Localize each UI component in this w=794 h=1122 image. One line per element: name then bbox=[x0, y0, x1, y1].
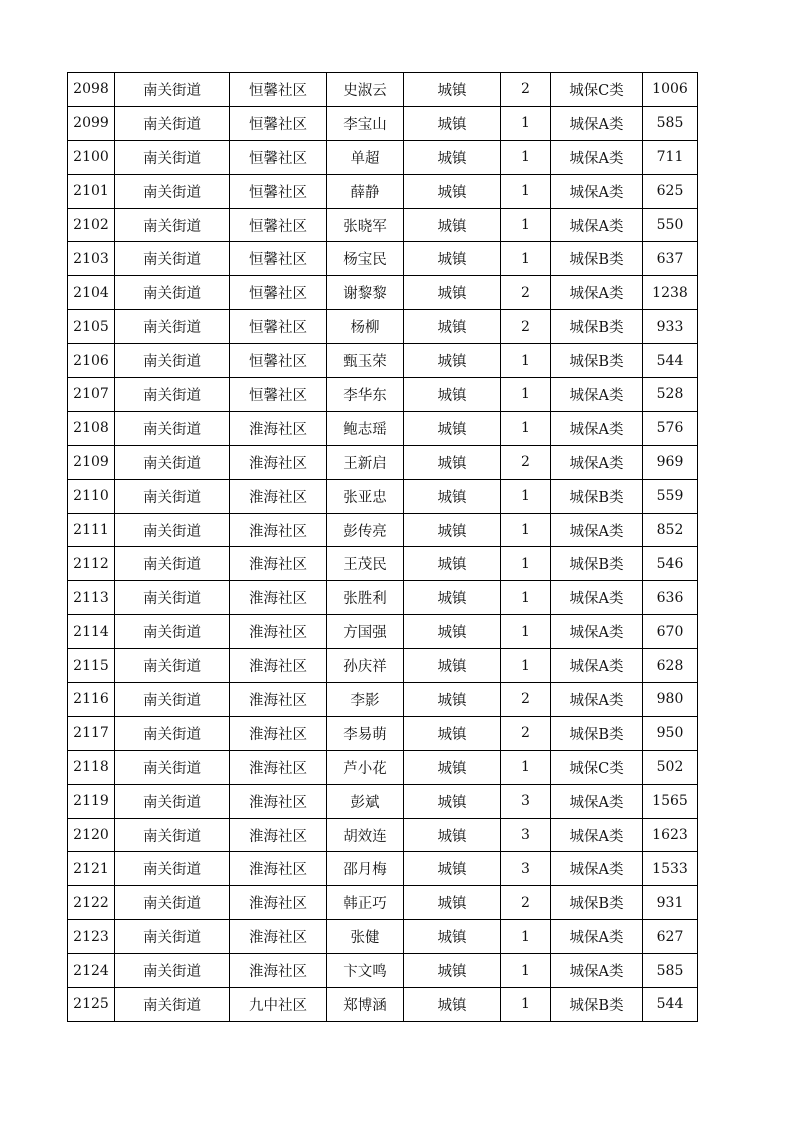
household-count-cell: 1 bbox=[501, 513, 551, 547]
household-count-cell: 1 bbox=[501, 174, 551, 208]
amount-cell: 1238 bbox=[643, 276, 698, 310]
area-type-cell: 城镇 bbox=[404, 683, 501, 717]
household-count-cell: 1 bbox=[501, 106, 551, 140]
street-cell: 南关街道 bbox=[115, 106, 230, 140]
category-cell: 城保A类 bbox=[551, 445, 643, 479]
row-number-cell: 2115 bbox=[68, 649, 115, 683]
area-type-cell: 城镇 bbox=[404, 106, 501, 140]
table-row bbox=[68, 208, 698, 242]
row-number-cell: 2116 bbox=[68, 683, 115, 717]
community-cell: 九中社区 bbox=[230, 988, 327, 1022]
name-cell: 李华东 bbox=[327, 378, 404, 412]
area-type-cell: 城镇 bbox=[404, 513, 501, 547]
street-cell: 南关街道 bbox=[115, 378, 230, 412]
street-cell: 南关街道 bbox=[115, 818, 230, 852]
street-cell: 南关街道 bbox=[115, 649, 230, 683]
community-cell: 淮海社区 bbox=[230, 479, 327, 513]
name-cell: 芦小花 bbox=[327, 750, 404, 784]
table-row bbox=[68, 310, 698, 344]
household-count-cell: 3 bbox=[501, 818, 551, 852]
name-cell: 胡效连 bbox=[327, 818, 404, 852]
household-count-cell: 1 bbox=[501, 988, 551, 1022]
name-cell: 张晓军 bbox=[327, 208, 404, 242]
community-cell: 恒馨社区 bbox=[230, 208, 327, 242]
category-cell: 城保A类 bbox=[551, 208, 643, 242]
category-cell: 城保C类 bbox=[551, 750, 643, 784]
row-number-cell: 2100 bbox=[68, 140, 115, 174]
household-count-cell: 1 bbox=[501, 208, 551, 242]
category-cell: 城保A类 bbox=[551, 784, 643, 818]
household-count-cell: 2 bbox=[501, 716, 551, 750]
name-cell: 薛静 bbox=[327, 174, 404, 208]
household-count-cell: 2 bbox=[501, 73, 551, 107]
area-type-cell: 城镇 bbox=[404, 73, 501, 107]
row-number-cell: 2105 bbox=[68, 310, 115, 344]
table-row bbox=[68, 750, 698, 784]
category-cell: 城保B类 bbox=[551, 547, 643, 581]
community-cell: 恒馨社区 bbox=[230, 344, 327, 378]
street-cell: 南关街道 bbox=[115, 615, 230, 649]
household-count-cell: 1 bbox=[501, 242, 551, 276]
row-number-cell: 2108 bbox=[68, 411, 115, 445]
area-type-cell: 城镇 bbox=[404, 208, 501, 242]
category-cell: 城保A类 bbox=[551, 581, 643, 615]
category-cell: 城保A类 bbox=[551, 920, 643, 954]
table-row bbox=[68, 106, 698, 140]
area-type-cell: 城镇 bbox=[404, 784, 501, 818]
community-cell: 恒馨社区 bbox=[230, 140, 327, 174]
street-cell: 南关街道 bbox=[115, 547, 230, 581]
household-count-cell: 2 bbox=[501, 683, 551, 717]
table-row bbox=[68, 378, 698, 412]
amount-cell: 1565 bbox=[643, 784, 698, 818]
amount-cell: 950 bbox=[643, 716, 698, 750]
name-cell: 邵月梅 bbox=[327, 852, 404, 886]
row-number-cell: 2101 bbox=[68, 174, 115, 208]
category-cell: 城保B类 bbox=[551, 242, 643, 276]
amount-cell: 980 bbox=[643, 683, 698, 717]
amount-cell: 1533 bbox=[643, 852, 698, 886]
row-number-cell: 2124 bbox=[68, 954, 115, 988]
street-cell: 南关街道 bbox=[115, 886, 230, 920]
street-cell: 南关街道 bbox=[115, 73, 230, 107]
table-body bbox=[68, 73, 698, 1022]
row-number-cell: 2103 bbox=[68, 242, 115, 276]
household-count-cell: 1 bbox=[501, 344, 551, 378]
category-cell: 城保A类 bbox=[551, 852, 643, 886]
table-row bbox=[68, 547, 698, 581]
area-type-cell: 城镇 bbox=[404, 174, 501, 208]
name-cell: 单超 bbox=[327, 140, 404, 174]
community-cell: 淮海社区 bbox=[230, 649, 327, 683]
area-type-cell: 城镇 bbox=[404, 818, 501, 852]
area-type-cell: 城镇 bbox=[404, 615, 501, 649]
row-number-cell: 2110 bbox=[68, 479, 115, 513]
name-cell: 史淑云 bbox=[327, 73, 404, 107]
category-cell: 城保A类 bbox=[551, 411, 643, 445]
household-count-cell: 1 bbox=[501, 140, 551, 174]
amount-cell: 711 bbox=[643, 140, 698, 174]
name-cell: 张亚忠 bbox=[327, 479, 404, 513]
row-number-cell: 2121 bbox=[68, 852, 115, 886]
amount-cell: 628 bbox=[643, 649, 698, 683]
category-cell: 城保A类 bbox=[551, 106, 643, 140]
records-table bbox=[67, 72, 698, 1022]
name-cell: 杨宝民 bbox=[327, 242, 404, 276]
household-count-cell: 1 bbox=[501, 479, 551, 513]
category-cell: 城保B类 bbox=[551, 886, 643, 920]
name-cell: 杨柳 bbox=[327, 310, 404, 344]
category-cell: 城保B类 bbox=[551, 988, 643, 1022]
amount-cell: 502 bbox=[643, 750, 698, 784]
amount-cell: 1623 bbox=[643, 818, 698, 852]
household-count-cell: 1 bbox=[501, 615, 551, 649]
area-type-cell: 城镇 bbox=[404, 988, 501, 1022]
area-type-cell: 城镇 bbox=[404, 445, 501, 479]
category-cell: 城保A类 bbox=[551, 954, 643, 988]
table-row bbox=[68, 411, 698, 445]
table-row bbox=[68, 242, 698, 276]
row-number-cell: 2111 bbox=[68, 513, 115, 547]
table-row bbox=[68, 818, 698, 852]
community-cell: 淮海社区 bbox=[230, 920, 327, 954]
amount-cell: 585 bbox=[643, 954, 698, 988]
category-cell: 城保A类 bbox=[551, 683, 643, 717]
street-cell: 南关街道 bbox=[115, 208, 230, 242]
community-cell: 恒馨社区 bbox=[230, 378, 327, 412]
table-row bbox=[68, 683, 698, 717]
community-cell: 淮海社区 bbox=[230, 954, 327, 988]
household-count-cell: 1 bbox=[501, 954, 551, 988]
area-type-cell: 城镇 bbox=[404, 411, 501, 445]
table-row bbox=[68, 784, 698, 818]
category-cell: 城保A类 bbox=[551, 513, 643, 547]
amount-cell: 670 bbox=[643, 615, 698, 649]
name-cell: 张健 bbox=[327, 920, 404, 954]
table-row bbox=[68, 886, 698, 920]
household-count-cell: 1 bbox=[501, 378, 551, 412]
table-row bbox=[68, 615, 698, 649]
category-cell: 城保C类 bbox=[551, 73, 643, 107]
community-cell: 淮海社区 bbox=[230, 513, 327, 547]
street-cell: 南关街道 bbox=[115, 581, 230, 615]
street-cell: 南关街道 bbox=[115, 513, 230, 547]
row-number-cell: 2104 bbox=[68, 276, 115, 310]
community-cell: 淮海社区 bbox=[230, 445, 327, 479]
table-row bbox=[68, 716, 698, 750]
name-cell: 卞文鸣 bbox=[327, 954, 404, 988]
table-row bbox=[68, 513, 698, 547]
table-row bbox=[68, 174, 698, 208]
area-type-cell: 城镇 bbox=[404, 479, 501, 513]
category-cell: 城保A类 bbox=[551, 140, 643, 174]
table-row bbox=[68, 954, 698, 988]
household-count-cell: 2 bbox=[501, 886, 551, 920]
category-cell: 城保A类 bbox=[551, 276, 643, 310]
street-cell: 南关街道 bbox=[115, 920, 230, 954]
street-cell: 南关街道 bbox=[115, 784, 230, 818]
amount-cell: 852 bbox=[643, 513, 698, 547]
row-number-cell: 2107 bbox=[68, 378, 115, 412]
category-cell: 城保A类 bbox=[551, 818, 643, 852]
category-cell: 城保B类 bbox=[551, 344, 643, 378]
table-row bbox=[68, 649, 698, 683]
street-cell: 南关街道 bbox=[115, 310, 230, 344]
household-count-cell: 2 bbox=[501, 310, 551, 344]
area-type-cell: 城镇 bbox=[404, 344, 501, 378]
household-count-cell: 1 bbox=[501, 411, 551, 445]
table-row bbox=[68, 581, 698, 615]
household-count-cell: 2 bbox=[501, 276, 551, 310]
amount-cell: 528 bbox=[643, 378, 698, 412]
table-row bbox=[68, 140, 698, 174]
area-type-cell: 城镇 bbox=[404, 140, 501, 174]
area-type-cell: 城镇 bbox=[404, 852, 501, 886]
table-row bbox=[68, 988, 698, 1022]
street-cell: 南关街道 bbox=[115, 954, 230, 988]
amount-cell: 637 bbox=[643, 242, 698, 276]
area-type-cell: 城镇 bbox=[404, 716, 501, 750]
table-row bbox=[68, 73, 698, 107]
row-number-cell: 2098 bbox=[68, 73, 115, 107]
community-cell: 淮海社区 bbox=[230, 886, 327, 920]
area-type-cell: 城镇 bbox=[404, 310, 501, 344]
table-row bbox=[68, 479, 698, 513]
name-cell: 鲍志瑶 bbox=[327, 411, 404, 445]
area-type-cell: 城镇 bbox=[404, 547, 501, 581]
area-type-cell: 城镇 bbox=[404, 954, 501, 988]
street-cell: 南关街道 bbox=[115, 242, 230, 276]
community-cell: 淮海社区 bbox=[230, 683, 327, 717]
street-cell: 南关街道 bbox=[115, 479, 230, 513]
street-cell: 南关街道 bbox=[115, 411, 230, 445]
street-cell: 南关街道 bbox=[115, 716, 230, 750]
street-cell: 南关街道 bbox=[115, 445, 230, 479]
row-number-cell: 2113 bbox=[68, 581, 115, 615]
amount-cell: 576 bbox=[643, 411, 698, 445]
household-count-cell: 3 bbox=[501, 852, 551, 886]
street-cell: 南关街道 bbox=[115, 174, 230, 208]
amount-cell: 544 bbox=[643, 988, 698, 1022]
community-cell: 恒馨社区 bbox=[230, 106, 327, 140]
street-cell: 南关街道 bbox=[115, 683, 230, 717]
name-cell: 彭传亮 bbox=[327, 513, 404, 547]
area-type-cell: 城镇 bbox=[404, 886, 501, 920]
name-cell: 方国强 bbox=[327, 615, 404, 649]
name-cell: 彭斌 bbox=[327, 784, 404, 818]
area-type-cell: 城镇 bbox=[404, 750, 501, 784]
amount-cell: 1006 bbox=[643, 73, 698, 107]
street-cell: 南关街道 bbox=[115, 988, 230, 1022]
area-type-cell: 城镇 bbox=[404, 581, 501, 615]
row-number-cell: 2125 bbox=[68, 988, 115, 1022]
category-cell: 城保A类 bbox=[551, 615, 643, 649]
amount-cell: 931 bbox=[643, 886, 698, 920]
name-cell: 王新启 bbox=[327, 445, 404, 479]
row-number-cell: 2102 bbox=[68, 208, 115, 242]
household-count-cell: 3 bbox=[501, 784, 551, 818]
category-cell: 城保A类 bbox=[551, 174, 643, 208]
household-count-cell: 2 bbox=[501, 445, 551, 479]
community-cell: 恒馨社区 bbox=[230, 242, 327, 276]
name-cell: 张胜利 bbox=[327, 581, 404, 615]
community-cell: 淮海社区 bbox=[230, 716, 327, 750]
row-number-cell: 2099 bbox=[68, 106, 115, 140]
table-row bbox=[68, 445, 698, 479]
amount-cell: 627 bbox=[643, 920, 698, 954]
amount-cell: 544 bbox=[643, 344, 698, 378]
table-row bbox=[68, 344, 698, 378]
community-cell: 淮海社区 bbox=[230, 581, 327, 615]
street-cell: 南关街道 bbox=[115, 140, 230, 174]
area-type-cell: 城镇 bbox=[404, 276, 501, 310]
name-cell: 郑博涵 bbox=[327, 988, 404, 1022]
amount-cell: 546 bbox=[643, 547, 698, 581]
household-count-cell: 1 bbox=[501, 547, 551, 581]
row-number-cell: 2118 bbox=[68, 750, 115, 784]
row-number-cell: 2109 bbox=[68, 445, 115, 479]
category-cell: 城保B类 bbox=[551, 310, 643, 344]
street-cell: 南关街道 bbox=[115, 344, 230, 378]
amount-cell: 933 bbox=[643, 310, 698, 344]
amount-cell: 559 bbox=[643, 479, 698, 513]
category-cell: 城保A类 bbox=[551, 649, 643, 683]
street-cell: 南关街道 bbox=[115, 852, 230, 886]
community-cell: 恒馨社区 bbox=[230, 73, 327, 107]
name-cell: 李宝山 bbox=[327, 106, 404, 140]
community-cell: 淮海社区 bbox=[230, 852, 327, 886]
street-cell: 南关街道 bbox=[115, 750, 230, 784]
row-number-cell: 2119 bbox=[68, 784, 115, 818]
table-row bbox=[68, 276, 698, 310]
amount-cell: 550 bbox=[643, 208, 698, 242]
row-number-cell: 2112 bbox=[68, 547, 115, 581]
name-cell: 李易萌 bbox=[327, 716, 404, 750]
name-cell: 韩正巧 bbox=[327, 886, 404, 920]
community-cell: 淮海社区 bbox=[230, 784, 327, 818]
area-type-cell: 城镇 bbox=[404, 920, 501, 954]
name-cell: 谢黎黎 bbox=[327, 276, 404, 310]
community-cell: 淮海社区 bbox=[230, 547, 327, 581]
row-number-cell: 2123 bbox=[68, 920, 115, 954]
community-cell: 淮海社区 bbox=[230, 818, 327, 852]
table-row bbox=[68, 852, 698, 886]
community-cell: 淮海社区 bbox=[230, 750, 327, 784]
household-count-cell: 1 bbox=[501, 649, 551, 683]
street-cell: 南关街道 bbox=[115, 276, 230, 310]
community-cell: 恒馨社区 bbox=[230, 310, 327, 344]
category-cell: 城保B类 bbox=[551, 716, 643, 750]
row-number-cell: 2106 bbox=[68, 344, 115, 378]
amount-cell: 636 bbox=[643, 581, 698, 615]
area-type-cell: 城镇 bbox=[404, 242, 501, 276]
row-number-cell: 2120 bbox=[68, 818, 115, 852]
row-number-cell: 2122 bbox=[68, 886, 115, 920]
table-row bbox=[68, 920, 698, 954]
row-number-cell: 2117 bbox=[68, 716, 115, 750]
community-cell: 淮海社区 bbox=[230, 615, 327, 649]
amount-cell: 969 bbox=[643, 445, 698, 479]
amount-cell: 625 bbox=[643, 174, 698, 208]
name-cell: 王茂民 bbox=[327, 547, 404, 581]
row-number-cell: 2114 bbox=[68, 615, 115, 649]
category-cell: 城保B类 bbox=[551, 479, 643, 513]
category-cell: 城保A类 bbox=[551, 378, 643, 412]
community-cell: 淮海社区 bbox=[230, 411, 327, 445]
household-count-cell: 1 bbox=[501, 920, 551, 954]
name-cell: 甄玉荣 bbox=[327, 344, 404, 378]
area-type-cell: 城镇 bbox=[404, 378, 501, 412]
amount-cell: 585 bbox=[643, 106, 698, 140]
community-cell: 恒馨社区 bbox=[230, 174, 327, 208]
area-type-cell: 城镇 bbox=[404, 649, 501, 683]
household-count-cell: 1 bbox=[501, 581, 551, 615]
community-cell: 恒馨社区 bbox=[230, 276, 327, 310]
name-cell: 孙庆祥 bbox=[327, 649, 404, 683]
household-count-cell: 1 bbox=[501, 750, 551, 784]
name-cell: 李影 bbox=[327, 683, 404, 717]
